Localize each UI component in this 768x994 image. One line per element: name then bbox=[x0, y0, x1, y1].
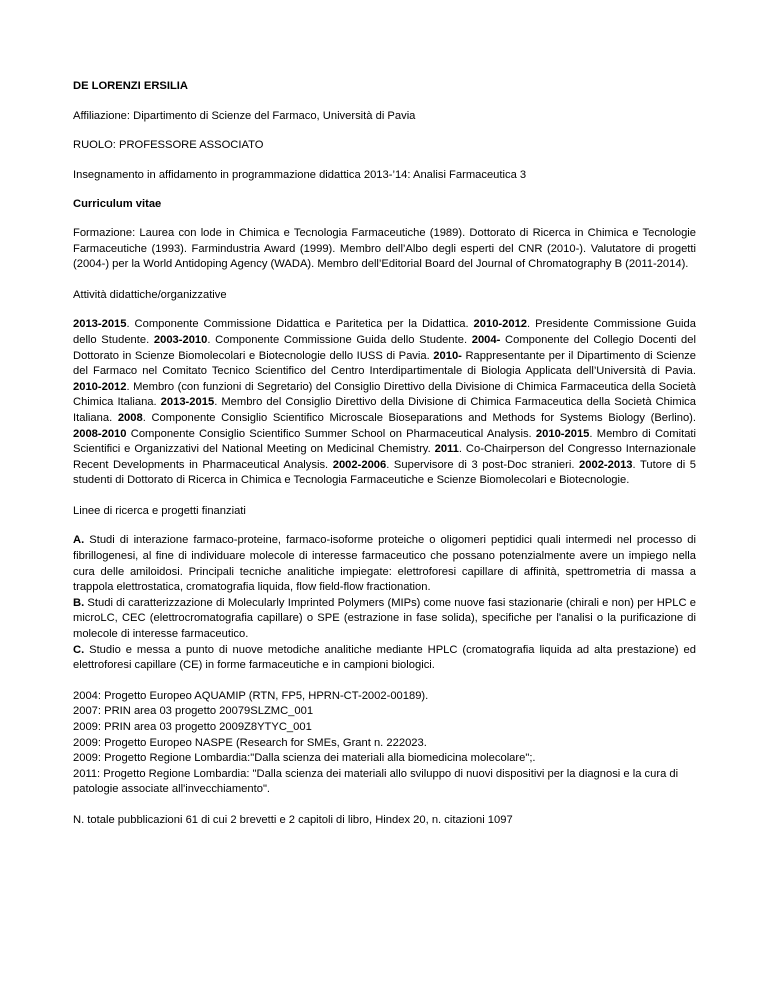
activity-text: . Tutore di 5 studenti di Dottorato di Ricerca in Chimica e Tecnologia Farmaceutiche e Scienze Biomolecolari e Biotecnologie. bbox=[73, 458, 696, 487]
activity-year: 2010-2015 bbox=[535, 427, 590, 440]
research-line bbox=[73, 643, 696, 674]
research-heading: Linee di ricerca e progetti finanziati bbox=[73, 504, 246, 517]
activity-year: 2002-2006 bbox=[332, 458, 387, 471]
activity-year: 2010- bbox=[433, 349, 462, 362]
research-line-label: C. bbox=[73, 643, 85, 656]
project-item: 2011: Progetto Regione Lombardia: "Dalla scienza dei materiali allo sviluppo di nuovi dispositivi per la diagnosi e la cura di patologie associate all'invecchiamento". bbox=[73, 767, 679, 796]
activity-year: 2003-2010 bbox=[153, 333, 208, 346]
activity-year: 2008 bbox=[117, 411, 143, 424]
role: RUOLO: PROFESSORE ASSOCIATO bbox=[73, 139, 264, 152]
activity-text: . Presidente Commissione Guida dello Studente. bbox=[73, 318, 696, 346]
activity-text: . Membro (con funzioni di Segretario) del Consiglio Direttivo della Divisione di Chimica Farmaceutica della Società Chimica Italiana. bbox=[73, 380, 696, 409]
activity-year: 2013-2015 bbox=[160, 396, 215, 409]
research-line bbox=[73, 533, 696, 595]
project-item: 2009: Progetto Europeo NASPE (Research for SMEs, Grant n. 222023. bbox=[73, 736, 427, 749]
project-item: 2007: PRIN area 03 progetto 20079SLZMC_001 bbox=[73, 705, 314, 718]
activity-year: 2011 bbox=[434, 443, 459, 456]
activity-year: 2010-2012 bbox=[73, 380, 127, 393]
activity-year: 2008-2010 bbox=[73, 427, 127, 440]
activity-year: 2013-2015 bbox=[73, 318, 127, 331]
research-line-text: Studi di caratterizzazione di Molecularly Imprinted Polymers (MIPs) come nuove fasi stazionarie (chirali e non) per HPLC e microLC, CEC (elettrocromatografia capillare) o SPE (estrazione in fase solida), specifiche per l'analisi o la purificazione di molecole di interesse farmaceutico. bbox=[73, 596, 696, 641]
research-line-label: B. bbox=[73, 596, 85, 609]
research-line-text: Studio e messa a punto di nuove metodiche analitiche mediante HPLC (cromatografia liquida ad alta prestazione) ed elettroforesi capillare (CE) in forme farmaceutiche e in campioni biologici. bbox=[73, 643, 696, 672]
activity-text: . Membro del Consiglio Direttivo della Divisione di Chimica Farmaceutica della Società Chimica Italiana. bbox=[73, 396, 697, 424]
project-item: 2004: Progetto Europeo AQUAMIP (RTN, FP5, HPRN-CT-2002-00189). bbox=[73, 689, 429, 702]
activity-text: . Componente Consiglio Scientifico Microscale Bioseparations and Methods for Systems Biology (Berlino). bbox=[142, 411, 696, 424]
teaching-activities-paragraph bbox=[73, 317, 696, 489]
cv-heading: Curriculum vitae bbox=[73, 198, 162, 211]
activity-year: 2002-2013 bbox=[579, 458, 633, 471]
activity-text: Rappresentante per il Dipartimento di Scienze del Farmaco nel Comitato Tecnico Scientifico del Centro Interdipartimentale di Biologia Applicata dell’Università di Pavia. bbox=[73, 349, 696, 378]
research-line bbox=[73, 596, 696, 643]
activity-year: 2004- bbox=[471, 333, 501, 346]
education-paragraph: Formazione: Laurea con lode in Chimica e Tecnologia Farmaceutiche (1989). Dottorato di Ricerca in Chimica e Tecnologie Farmaceutiche (1993). Farmindustria Award (1999). Membro dell’Albo degli esperti del CNR (2010-). Valutatore di progetti (2004-) per la World Antidoping Agency (WADA). Membro dell’Editorial Board del Journal of Chromatography B (2011-2014). bbox=[73, 226, 696, 271]
activity-text: Componente del Collegio Docenti del Dottorato in Scienze Biomolecolari e Biotecnologie dello IUSS di Pavia. bbox=[73, 333, 696, 362]
activity-year: 2010-2012 bbox=[473, 318, 528, 331]
person-name: DE LORENZI ERSILIA bbox=[73, 80, 188, 92]
publications-summary: N. totale pubblicazioni 61 di cui 2 brevetti e 2 capitoli di libro, Hindex 20, n. citazioni 1097 bbox=[73, 813, 513, 826]
activity-text: . Co-Chairperson del Congresso Internazionale Recent Developments in Pharmaceutical Analysis. bbox=[73, 443, 696, 471]
activity-text: . Membro di Comitati Scientifici e Organizzativi del National Meeting on Medicinal Chemistry. bbox=[73, 427, 697, 456]
activity-text: Componente Consiglio Scientifico Summer School on Pharmaceutical Analysis. bbox=[126, 427, 536, 440]
research-line-label: A. bbox=[73, 534, 85, 547]
activity-text: . Componente Commissione Guida dello Studente. bbox=[207, 333, 472, 346]
document-content bbox=[73, 79, 696, 829]
funded-projects-list bbox=[73, 689, 696, 798]
teaching-assignment: Insegnamento in affidamento in programmazione didattica 2013-’14: Analisi Farmaceutica 3 bbox=[73, 168, 527, 181]
activity-text: . Supervisore di 3 post-Doc stranieri. bbox=[386, 458, 580, 471]
project-item: 2009: PRIN area 03 progetto 2009Z8YTYC_001 bbox=[73, 721, 312, 733]
research-lines bbox=[73, 533, 696, 673]
affiliation: Affiliazione: Dipartimento di Scienze del Farmaco, Università di Pavia bbox=[73, 109, 416, 122]
activity-text: . Componente Commissione Didattica e Paritetica per la Didattica. bbox=[126, 318, 474, 331]
teaching-activities-heading: Attività didattiche/organizzative bbox=[73, 288, 227, 301]
project-item: 2009: Progetto Regione Lombardia:"Dalla scienza dei materiali alla biomedicina molecolare";. bbox=[73, 752, 536, 765]
research-line-text: Studi di interazione farmaco-proteine, farmaco-isoforme proteiche o oligomeri peptidici quali intermedi nel processo di fibrillogenesi, al fine di individuare molecole di interesse farmaceutico che possano potenzialmente avere un impiego nella cura delle amiloidosi. Principali tecniche analitiche impiegate: elettroforesi capillare di affinità, spettrometria di massa a trappola elettrostatica, cromatografia liquida, flow field-flow fractionation. bbox=[73, 534, 696, 594]
